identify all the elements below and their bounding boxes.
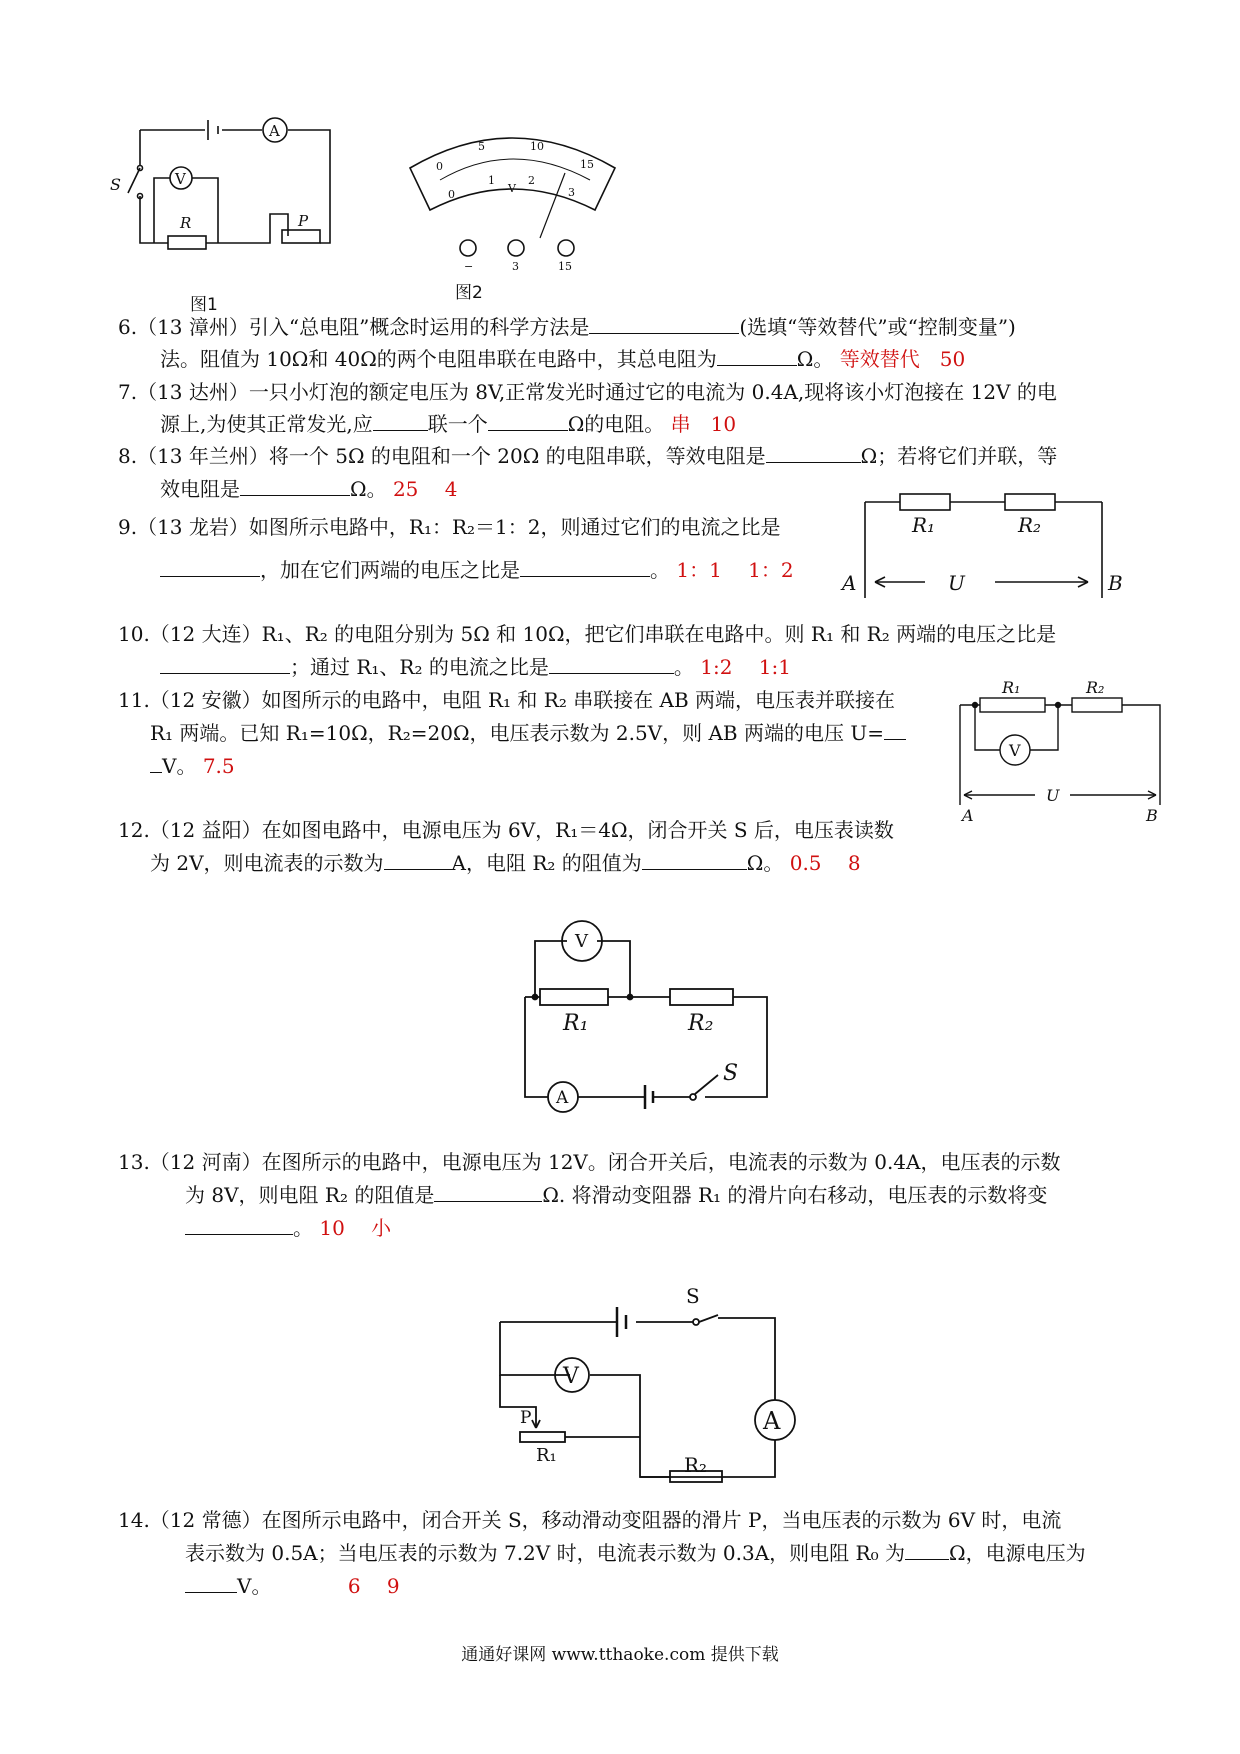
question-13-line-2: 为 8V，则电阻 R₂ 的阻值是 Ω. 将滑动变阻器 R₁ 的滑片向右移动，电压表的示数将变: [185, 1183, 1048, 1207]
question-12-line-1: 12.（12 益阳）在如图电路中，电源电压为 6V，R₁＝4Ω，闭合开关 S 后，电压表读数: [118, 818, 894, 842]
question-9-line-1: 9.（13 龙岩）如图所示电路中，R₁：R₂＝1：2，则通过它们的电流之比是: [118, 515, 781, 539]
question-13-answer: 10 小: [319, 1216, 392, 1240]
page-footer: 通通好课网 www.tthaoke.com 提供下载: [461, 1645, 779, 1665]
question-13-line-1: 13.（12 河南）在图所示的电路中，电源电压为 12V。闭合开关后，电流表的示数为 0.4A，电压表的示数: [118, 1150, 1061, 1174]
q13-s-label: S: [686, 1284, 700, 1308]
question-12-answer: 0.5 8: [789, 851, 861, 875]
fig2-scale-top-10: 10: [530, 140, 544, 153]
question-11-line-2: R₁ 两端。已知 R₁=10Ω，R₂=20Ω，电压表示数为 2.5V，则 AB 两端的电压 U=: [150, 721, 906, 745]
question-9-answer: 1：1 1：2: [676, 558, 794, 582]
fig2-scale-top-5: 5: [478, 140, 485, 153]
q13-r2-label: R₂: [684, 1453, 708, 1477]
question-9-circuit: [840, 490, 1130, 600]
q12-r1-label: R₁: [563, 1011, 589, 1036]
question-11-line-3: V。 7.5: [150, 754, 235, 778]
question-14-line-2: 表示数为 0.5A；当电压表的示数为 7.2V 时，电流表示数为 0.3A，则电阻 R₀ 为 Ω，电源电压为: [185, 1541, 1086, 1565]
q9-u-label: U: [948, 571, 965, 595]
question-14-line-3: V。 6 9: [185, 1574, 400, 1598]
q11-u-label: U: [1046, 786, 1060, 805]
question-7-answer: 串 10: [670, 412, 737, 436]
fig2-caption: 图2: [455, 283, 483, 303]
fig2-scale-bottom-2: 2: [528, 174, 535, 187]
figure-1-circuit: [110, 118, 380, 278]
q13-r1-label: R₁: [536, 1445, 557, 1466]
fig2-scale-top-0: 0: [436, 160, 443, 173]
fig2-unit: V: [508, 182, 516, 195]
q11-r2-label: R₂: [1086, 678, 1105, 697]
question-8-line-2: 效电阻是 Ω。 25 4: [160, 477, 458, 501]
fig1-voltmeter-label: V: [175, 170, 186, 188]
fig2-scale-bottom-3: 3: [568, 186, 575, 199]
question-7-line-1: 7.（13 达州）一只小灯泡的额定电压为 8V,正常发光时通过它的电流为 0.4A,现将该小灯泡接在 12V 的电: [118, 380, 1057, 404]
q12-s-label: S: [723, 1061, 739, 1086]
q11-v-label: V: [1009, 741, 1021, 760]
fig2-scale-top-15: 15: [580, 158, 594, 171]
question-14-answer: 6 9: [347, 1574, 400, 1598]
q11-r1-label: R₁: [1002, 678, 1021, 697]
question-10-answer: 1:2 1:1: [700, 655, 791, 679]
fig1-caption: 图1: [190, 295, 218, 315]
q11-b-label: B: [1146, 806, 1158, 825]
question-9-line-2: ，加在它们两端的电压之比是 。 1：1 1：2: [160, 558, 794, 582]
q11-a-label: A: [962, 806, 974, 825]
question-6-line-2: 法。阻值为 10Ω和 40Ω的两个电阻串联在电路中，其总电阻为 Ω。 等效替代 50: [160, 347, 966, 371]
q12-v-label: V: [575, 931, 588, 952]
fig1-resistor-label: R: [180, 214, 192, 232]
q12-a-label: A: [556, 1088, 569, 1108]
q13-a-label: A: [763, 1407, 781, 1435]
q9-b-label: B: [1108, 571, 1123, 595]
question-11-circuit: [950, 675, 1170, 825]
q12-r2-label: R₂: [688, 1011, 714, 1036]
question-12-line-2: 为 2V，则电流表的示数为 A，电阻 R₂ 的阻值为 Ω。 0.5 8: [150, 851, 861, 875]
figure-2-voltmeter-dial: [400, 118, 630, 278]
q9-a-label: A: [842, 571, 857, 595]
fig1-rheostat-label: P: [298, 212, 309, 230]
question-7-line-2: 源上,为使其正常发光,应 联一个 Ω的电阻。 串 10: [160, 412, 737, 436]
fig2-scale-bottom-1: 1: [488, 174, 495, 187]
fig1-switch-label: S: [110, 175, 121, 194]
fig1-ammeter-label: A: [269, 122, 280, 140]
question-11-answer: 7.5: [202, 754, 235, 778]
fig2-terminal-15: 15: [558, 260, 572, 273]
q13-p-label: P: [520, 1408, 532, 1428]
q9-r1-label: R₁: [912, 513, 936, 537]
question-8-line-1: 8.（13 年兰州）将一个 5Ω 的电阻和一个 20Ω 的电阻串联，等效电阻是 Ω；若将它们并联，等: [118, 444, 1058, 468]
question-10-line-2: ；通过 R₁、R₂ 的电流之比是 。 1:2 1:1: [160, 655, 791, 679]
fig2-scale-bottom-0: 0: [448, 188, 455, 201]
question-13-circuit: [490, 1285, 810, 1485]
question-12-circuit: [505, 915, 785, 1125]
fig2-terminal-3: 3: [512, 260, 519, 273]
question-6-answer: 等效替代 50: [839, 347, 966, 371]
q9-r2-label: R₂: [1018, 513, 1042, 537]
question-6-line-1: 6.（13 漳州）引入“总电阻”概念时运用的科学方法是 (选填“等效替代”或“控制变量”): [118, 315, 1016, 339]
question-11-line-1: 11.（12 安徽）如图所示的电路中，电阻 R₁ 和 R₂ 串联接在 AB 两端，电压表并联接在: [118, 688, 896, 712]
question-8-answer: 25 4: [392, 477, 458, 501]
question-13-line-3: 。 10 小: [185, 1216, 391, 1240]
question-10-line-1: 10.（12 大连）R₁、R₂ 的电阻分别为 5Ω 和 10Ω，把它们串联在电路中。则 R₁ 和 R₂ 两端的电压之比是: [118, 622, 1057, 646]
q13-v-label: V: [563, 1364, 579, 1389]
question-14-line-1: 14.（12 常德）在图所示电路中，闭合开关 S，移动滑动变阻器的滑片 P，当电压表的示数为 6V 时，电流: [118, 1508, 1062, 1532]
fig2-terminal-neg: −: [464, 260, 474, 273]
